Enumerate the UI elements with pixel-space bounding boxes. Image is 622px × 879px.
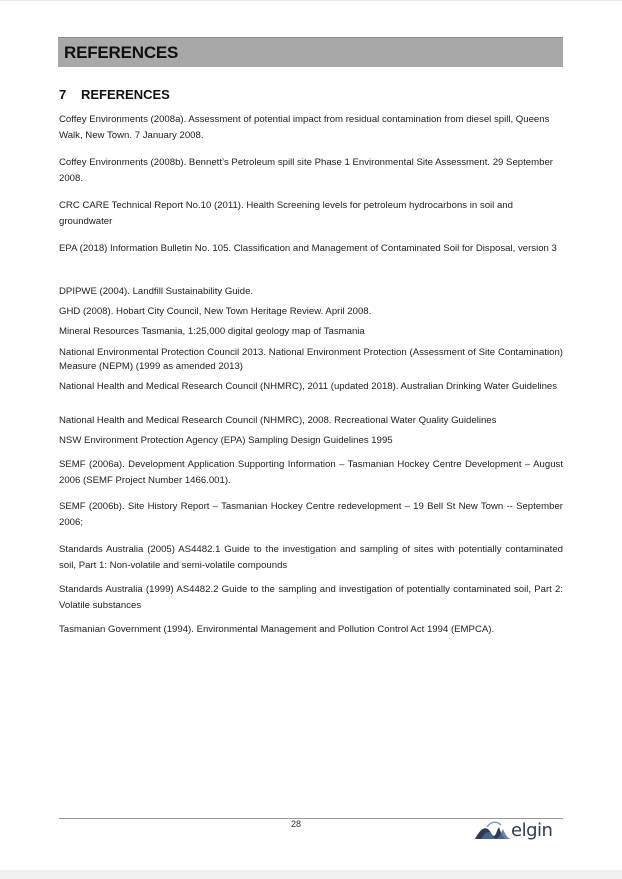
header-banner [58, 37, 563, 67]
reference-item: NSW Environment Protection Agency (EPA) Sampling Design Guidelines 1995 [59, 435, 393, 446]
elgin-logo-text: elgin [511, 819, 553, 841]
reference-item: Tasmanian Government (1994). Environmental Management and Pollution Control Act 1994 (EMPCA). [59, 624, 495, 635]
reference-item: SEMF (2006b). Site History Report – Tasmanian Hockey Centre redevelopment – 19 Bell St New Town -- September 2006; [59, 501, 563, 528]
page-number: 28 [290, 819, 301, 829]
reference-item: National Health and Medical Research Council (NHMRC), 2011 (updated 2018). Australian Drinking Water Guidelines [59, 381, 558, 392]
section-heading [59, 87, 170, 102]
page-top-edge [0, 0, 622, 1]
reference-item: Standards Australia (1999) AS4482.2 Guide to the sampling and investigation of potentially contaminated soil, Part 2: Volatile substances [59, 584, 563, 611]
reference-item: Coffey Environments (2008b). Bennett’s Petroleum spill site Phase 1 Environmental Site Assessment. 29 September 2008. [59, 157, 553, 184]
reference-item: SEMF (2006a). Development Application Supporting Information – Tasmanian Hockey Centre Development – August 2006 (SEMF Project Number 1466.001). [59, 459, 563, 486]
reference-item: National Environmental Protection Council 2013. National Environment Protection (Assessment of Site Contamination) Measure (NEPM) (1999 as amended 2013) [59, 347, 563, 372]
elgin-logo [473, 816, 565, 846]
reference-item: GHD (2008). Hobart City Council, New Town Heritage Review. April 2008. [59, 306, 372, 317]
section-number: 7 [59, 87, 67, 102]
section-title: REFERENCES [81, 87, 170, 102]
reference-item: DPIPWE (2004). Landfill Sustainability Guide. [59, 286, 254, 297]
banner-title: REFERENCES [64, 42, 179, 62]
page-bottom-edge [0, 870, 622, 879]
reference-item: Mineral Resources Tasmania, 1:25,000 digital geology map of Tasmania [59, 326, 365, 337]
reference-item: EPA (2018) Information Bulletin No. 105. Classification and Management of Contaminated Soil for Disposal, version 3 [59, 243, 557, 254]
reference-item: Standards Australia (2005) AS4482.1 Guide to the investigation and sampling of sites with potentially contaminated soil, Part 1: Non-volatile and semi-volatile compounds [59, 544, 563, 571]
reference-item: Coffey Environments (2008a). Assessment of potential impact from residual contamination from diesel spill, Queens Walk, New Town. 7 January 2008. [59, 114, 550, 141]
reference-item: CRC CARE Technical Report No.10 (2011). Health Screening levels for petroleum hydrocarbons in soil and groundwater [59, 200, 513, 227]
elgin-wave-logo-icon [473, 819, 513, 843]
reference-item: National Health and Medical Research Council (NHMRC), 2008. Recreational Water Quality Guidelines [59, 415, 497, 426]
